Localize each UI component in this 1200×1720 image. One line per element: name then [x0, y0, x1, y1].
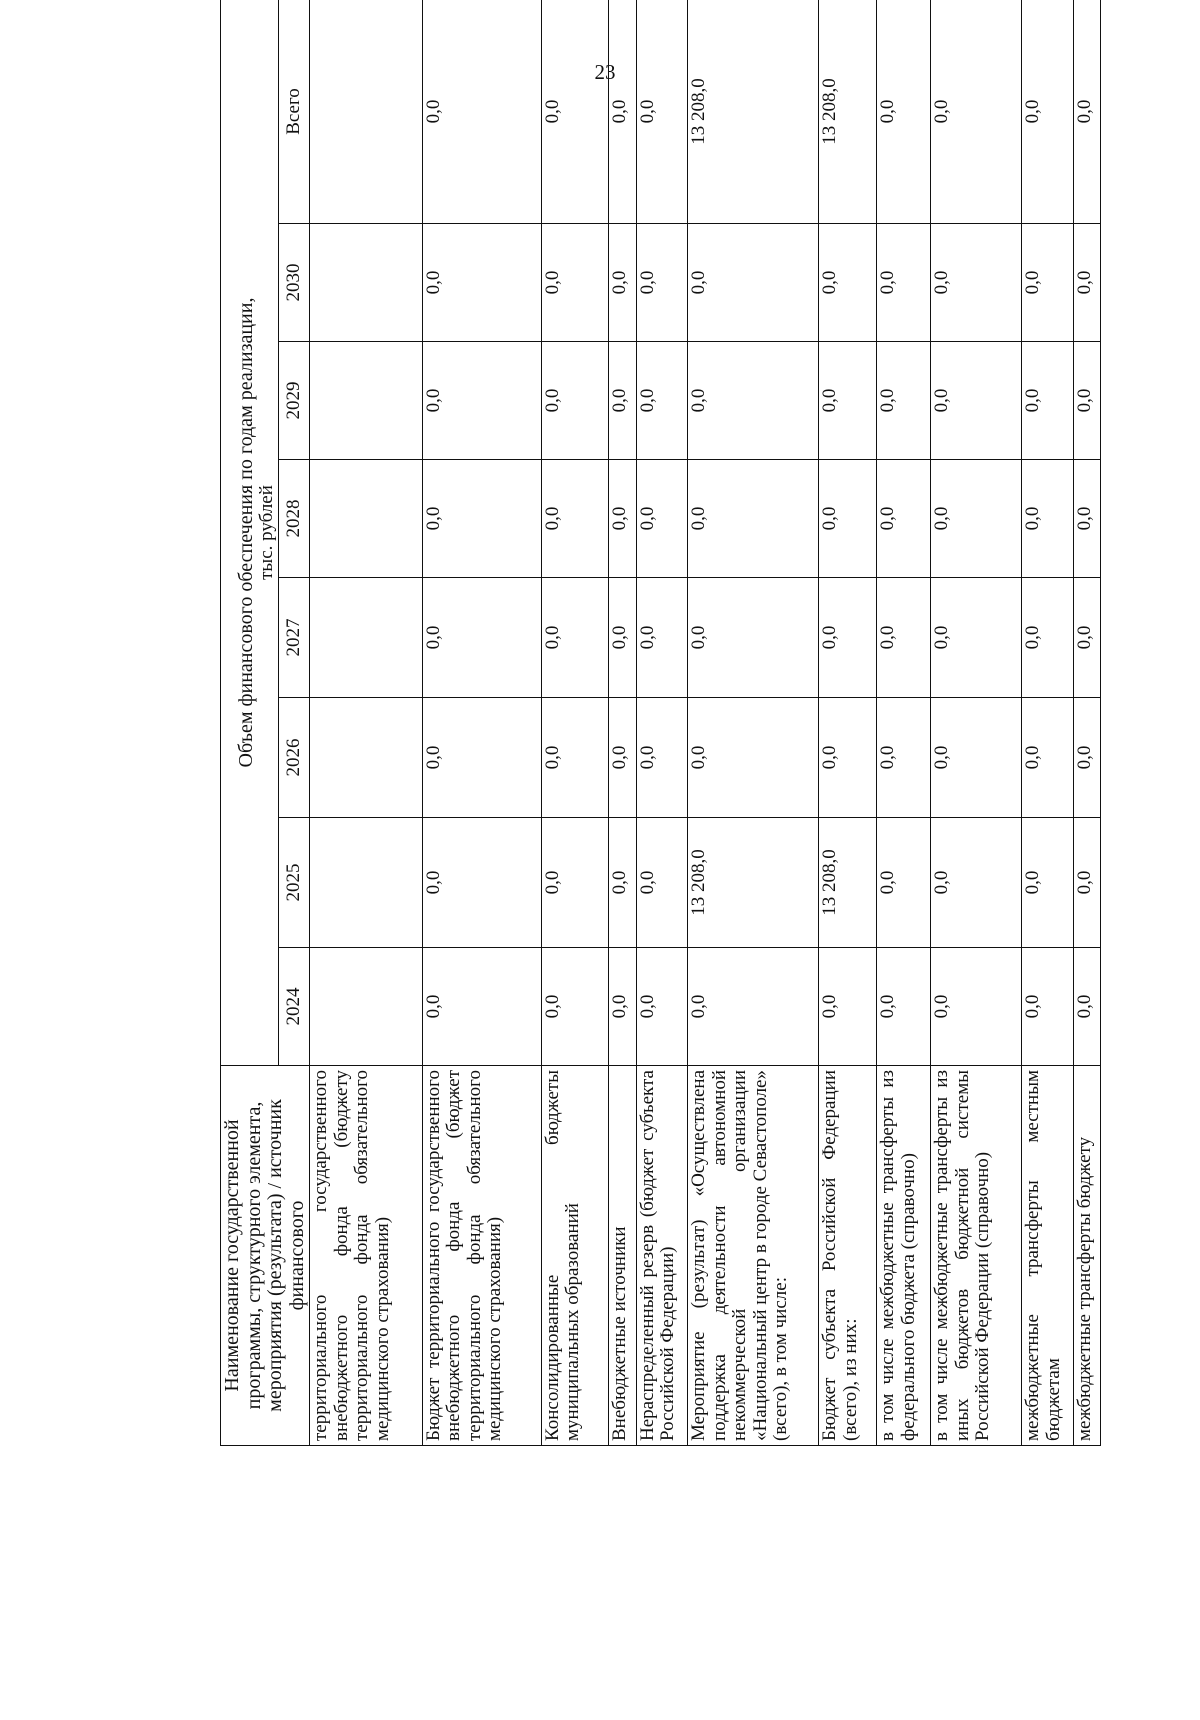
row-value-2029: 0,0 [422, 342, 541, 460]
row-value-2025: 0,0 [1022, 818, 1073, 948]
row-value-2028: 0,0 [1073, 460, 1101, 578]
row-value-2027: 0,0 [636, 578, 687, 698]
row-name: в том числе межбюджетные трансферты из иных бюджетов бюджетной системы Российской Федерации (справочно) [931, 1066, 1022, 1446]
row-name: Мероприятие (результат) «Осуществлена поддержка деятельности автономной некоммерческой организации «Национальный центр в городе Севастополе» (всего), в том числе: [688, 1066, 819, 1446]
year-col-2: 2026 [278, 698, 310, 818]
row-value-2024 [310, 948, 422, 1066]
row-value-2024: 0,0 [1073, 948, 1101, 1066]
row-value-2026: 0,0 [1073, 698, 1101, 818]
row-value-2027: 0,0 [877, 578, 931, 698]
row-value-2025: 0,0 [877, 818, 931, 948]
row-value-2025: 13 208,0 [688, 818, 819, 948]
row-value-2028 [310, 460, 422, 578]
row-value-2028: 0,0 [1022, 460, 1073, 578]
header-volume-text: Объем финансового обеспечения по годам реализации, [234, 297, 257, 768]
row-value-2030: 0,0 [1073, 224, 1101, 342]
year-col-0: 2024 [278, 948, 310, 1066]
row-value-2029: 0,0 [1022, 342, 1073, 460]
row-value-2030: 0,0 [931, 224, 1022, 342]
header-unit: тыс. рублей [256, 485, 278, 580]
row-value-2029 [310, 342, 422, 460]
row-value-2024: 0,0 [688, 948, 819, 1066]
row-value-2030: 0,0 [819, 224, 877, 342]
row-value-2026: 0,0 [819, 698, 877, 818]
row-value-2030: 0,0 [609, 224, 636, 342]
year-col-3: 2027 [278, 578, 310, 698]
financing-table [220, 0, 1101, 1446]
year-col-5: 2029 [278, 342, 310, 460]
row-value-2029: 0,0 [636, 342, 687, 460]
row-name: в том числе межбюджетные трансферты из федерального бюджета (справочно) [877, 1066, 931, 1446]
row-value-2028: 0,0 [819, 460, 877, 578]
table-row [877, 0, 931, 1446]
row-value-2026: 0,0 [609, 698, 636, 818]
row-name: межбюджетные трансферты местным бюджетам [1022, 1066, 1073, 1446]
table-row [541, 0, 609, 1446]
row-value-2029: 0,0 [819, 342, 877, 460]
table-body [310, 0, 1101, 1446]
row-value-2026: 0,0 [931, 698, 1022, 818]
year-col-6: 2030 [278, 224, 310, 342]
row-value-total: 13 208,0 [688, 0, 819, 224]
table-container [220, 78, 1095, 1446]
row-value-2025: 13 208,0 [819, 818, 877, 948]
row-name: Бюджет территориального государственного внебюджетного фонда (бюджет территориального фонда обязательного медицинского страхования) [422, 1066, 541, 1446]
table-row [1073, 0, 1101, 1446]
row-value-2028: 0,0 [541, 460, 609, 578]
row-value-2024: 0,0 [1022, 948, 1073, 1066]
row-value-2030: 0,0 [422, 224, 541, 342]
row-value-total: 0,0 [609, 0, 636, 224]
row-value-2026: 0,0 [1022, 698, 1073, 818]
row-value-2027: 0,0 [1022, 578, 1073, 698]
row-value-2024: 0,0 [609, 948, 636, 1066]
row-value-2030: 0,0 [541, 224, 609, 342]
row-value-2028: 0,0 [609, 460, 636, 578]
row-value-2028: 0,0 [931, 460, 1022, 578]
table-row [1022, 0, 1073, 1446]
row-value-2029: 0,0 [1073, 342, 1101, 460]
row-value-2026: 0,0 [541, 698, 609, 818]
table-row [688, 0, 819, 1446]
year-col-1: 2025 [278, 818, 310, 948]
row-value-2027: 0,0 [1073, 578, 1101, 698]
table-row [422, 0, 541, 1446]
row-value-total: 0,0 [636, 0, 687, 224]
row-value-2025: 0,0 [422, 818, 541, 948]
row-value-2029: 0,0 [931, 342, 1022, 460]
row-value-total: 0,0 [541, 0, 609, 224]
row-name: территориального государственного внебюджетного фонда (бюджету территориального фонда обязательного медицинского страхования) [310, 1066, 422, 1446]
row-value-2030 [310, 224, 422, 342]
row-value-2029: 0,0 [609, 342, 636, 460]
row-value-2027: 0,0 [931, 578, 1022, 698]
table-row [609, 0, 636, 1446]
row-value-2029: 0,0 [541, 342, 609, 460]
table-row [310, 0, 422, 1446]
row-value-2028: 0,0 [422, 460, 541, 578]
row-value-2024: 0,0 [636, 948, 687, 1066]
row-value-2024: 0,0 [422, 948, 541, 1066]
row-value-2028: 0,0 [636, 460, 687, 578]
row-value-total: 13 208,0 [819, 0, 877, 224]
row-value-2026 [310, 698, 422, 818]
row-value-2030: 0,0 [1022, 224, 1073, 342]
row-value-2025: 0,0 [636, 818, 687, 948]
row-value-2027: 0,0 [422, 578, 541, 698]
row-value-2028: 0,0 [688, 460, 819, 578]
row-value-2026: 0,0 [877, 698, 931, 818]
row-value-2024: 0,0 [541, 948, 609, 1066]
row-value-2024: 0,0 [931, 948, 1022, 1066]
row-value-2027: 0,0 [541, 578, 609, 698]
row-value-total: 0,0 [877, 0, 931, 224]
row-name: межбюджетные трансферты бюджету [1073, 1066, 1101, 1446]
rotated-table-frame [220, 78, 1095, 1446]
row-value-2027: 0,0 [609, 578, 636, 698]
table-row [636, 0, 687, 1446]
year-col-total: Всего [278, 0, 310, 224]
row-value-2026: 0,0 [688, 698, 819, 818]
row-value-2025: 0,0 [1073, 818, 1101, 948]
row-value-2026: 0,0 [636, 698, 687, 818]
row-name: Нераспределенный резерв (бюджет субъекта Российской Федерации) [636, 1066, 687, 1446]
row-value-2025: 0,0 [541, 818, 609, 948]
row-value-2027: 0,0 [688, 578, 819, 698]
table-row [931, 0, 1022, 1446]
row-name: Бюджет субъекта Российской Федерации (всего), из них: [819, 1066, 877, 1446]
row-value-total: 0,0 [422, 0, 541, 224]
row-value-2026: 0,0 [422, 698, 541, 818]
row-value-2024: 0,0 [819, 948, 877, 1066]
row-value-2027 [310, 578, 422, 698]
row-value-2027: 0,0 [819, 578, 877, 698]
row-value-total [310, 0, 422, 224]
page-number: 23 [594, 60, 616, 84]
row-value-2030: 0,0 [636, 224, 687, 342]
row-value-2024: 0,0 [877, 948, 931, 1066]
row-value-2030: 0,0 [688, 224, 819, 342]
row-value-2028: 0,0 [877, 460, 931, 578]
row-value-total: 0,0 [1073, 0, 1101, 224]
header-volume [221, 0, 279, 1066]
row-name: Внебюджетные источники [609, 1066, 636, 1446]
row-value-2029: 0,0 [688, 342, 819, 460]
row-value-2029: 0,0 [877, 342, 931, 460]
row-value-2030: 0,0 [877, 224, 931, 342]
row-value-total: 0,0 [931, 0, 1022, 224]
row-value-2025: 0,0 [609, 818, 636, 948]
year-col-4: 2028 [278, 460, 310, 578]
row-value-total: 0,0 [1022, 0, 1073, 224]
row-value-2025 [310, 818, 422, 948]
row-value-2025: 0,0 [931, 818, 1022, 948]
header-name: Наименование государственной программы, структурного элемента, мероприятия (результата) / источник финансового [221, 1066, 310, 1446]
row-name: Консолидированные бюджеты муниципальных образований [541, 1066, 609, 1446]
table-row [819, 0, 877, 1446]
